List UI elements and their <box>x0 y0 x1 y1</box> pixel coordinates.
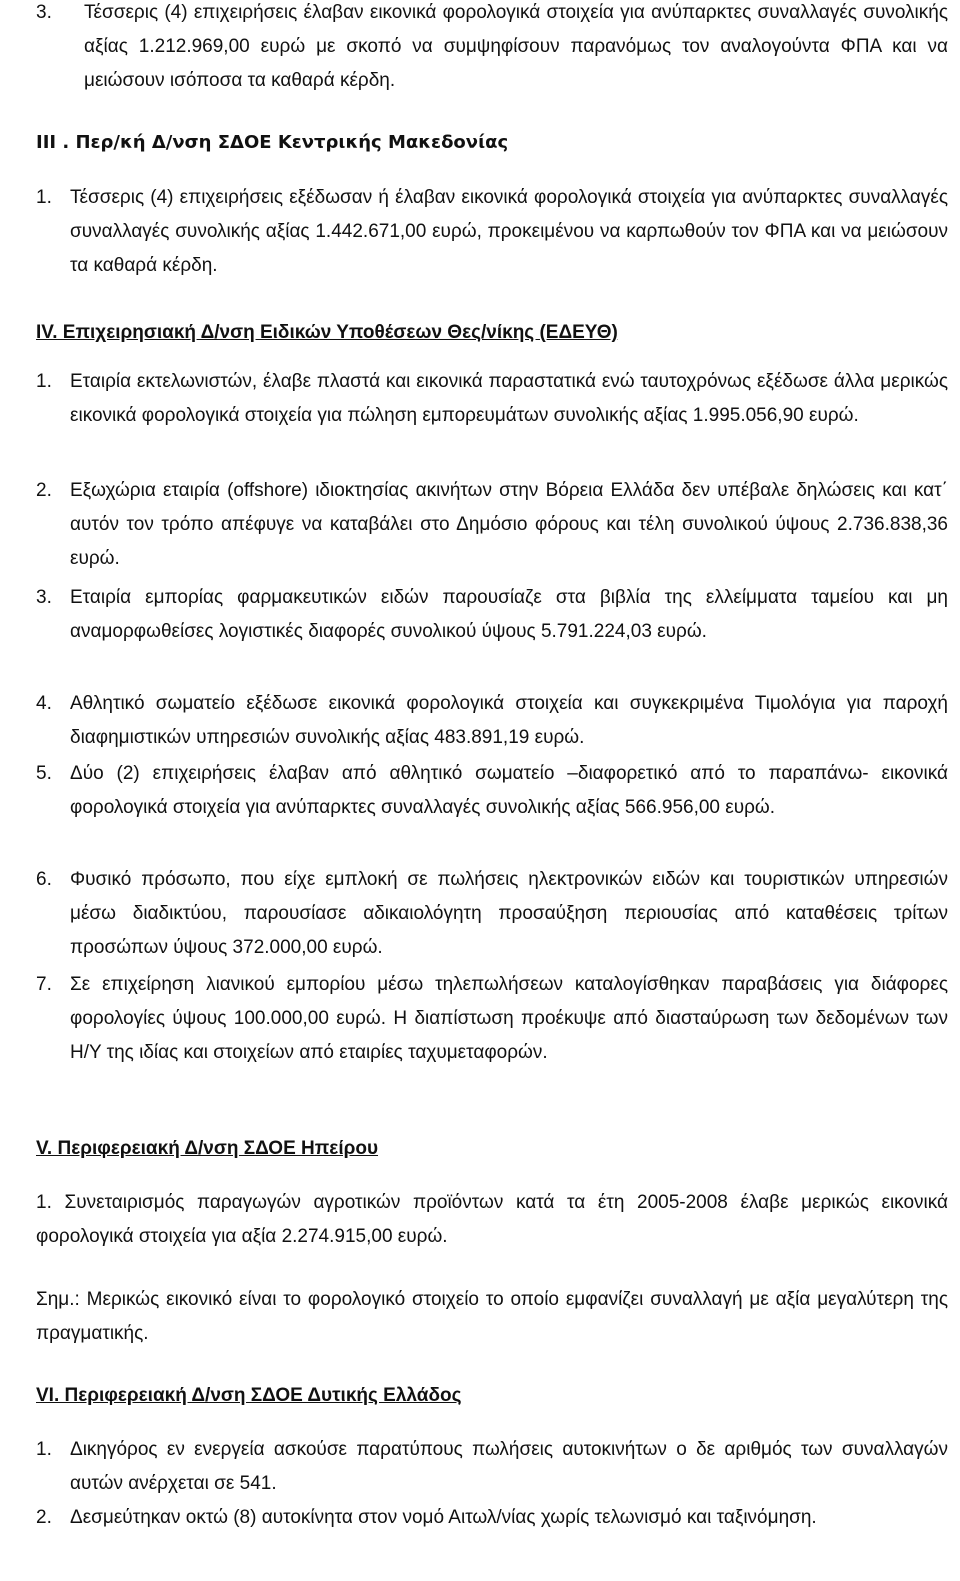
list-item <box>36 581 948 649</box>
list-item <box>36 0 948 98</box>
item-text: Τέσσερις (4) επιχειρήσεις έλαβαν εικονικά φορολογικά στοιχεία για ανύπαρκτες συναλλαγές συνολικής αξίας 1.212.969,00 ευρώ με σκοπό να συμψηφίσουν παρανόμως τον αναλογούντα ΦΠΑ και να μειώσουν ισόποσα τα καθαρά κέρδη. <box>84 2 948 91</box>
item-number: 3. <box>36 587 52 608</box>
item-number: 3. <box>36 2 52 23</box>
item-text: Τέσσερις (4) επιχειρήσεις εξέδωσαν ή έλαβαν εικονικά φορολογικά στοιχεία για ανύπαρκτες συναλλαγές συναλλαγές συνολικής αξίας 1.442.671,00 ευρώ, προκειμένου να καρπωθούν τον ΦΠΑ και να μειώσουν τα καθαρά κέρδη. <box>70 187 948 276</box>
paragraph: 1. Συνεταιρισμός παραγωγών αγροτικών προϊόντων κατά τα έτη 2005-2008 έλαβε μερικώς εικονικά φορολογικά στοιχεία για αξία 2.274.915,00 ευρώ. <box>36 1192 948 1247</box>
list-item <box>36 687 948 755</box>
item-number: 2. <box>36 480 52 501</box>
item-text: Εταιρία εκτελωνιστών, έλαβε πλαστά και εικονικά παραστατικά ενώ ταυτοχρόνως εξέδωσε άλλα μερικώς εικονικά φορολογικά στοιχεία για πώληση εμπορευμάτων συνολικής αξίας 1.995.056,90 ευρώ. <box>70 371 948 426</box>
list-item <box>36 181 948 283</box>
item-number: 6. <box>36 869 52 890</box>
item-number: 7. <box>36 974 52 995</box>
item-text: Σε επιχείρηση λιανικού εμπορίου μέσω τηλεπωλήσεων καταλογίσθηκαν παραβάσεις για διάφορες φορολογίες ύψους 100.000,00 ευρώ. Η διαπίστωση προέκυψε από διασταύρωση των δεδομένων των Η/Υ της ιδίας και στοιχείων από εταιρίες ταχυμεταφορών. <box>70 974 948 1063</box>
section-heading: V. Περιφερειακή Δ/νση ΣΔΟΕ Ηπείρου <box>36 1138 379 1159</box>
item-number: 2. <box>36 1507 52 1528</box>
section-heading: ΙΙΙ . Περ/κή Δ/νση ΣΔΟΕ Κεντρικής Μακεδονίας <box>36 132 509 153</box>
list-item <box>36 757 948 825</box>
section-heading: VI. Περιφερειακή Δ/νση ΣΔΟΕ Δυτικής Ελλάδος <box>36 1385 462 1406</box>
item-text: Φυσικό πρόσωπο, που είχε εμπλοκή σε πωλήσεις ηλεκτρονικών ειδών και τουριστικών υπηρεσιών μέσω διαδικτύου, παρουσίασε αδικαιολόγητη προσαύξηση περιουσίας από καταθέσεις τρίτων προσώπων ύψους 372.000,00 ευρώ. <box>70 869 948 958</box>
item-text: Αθλητικό σωματείο εξέδωσε εικονικά φορολογικά στοιχεία και συγκεκριμένα Τιμολόγια για παροχή διαφημιστικών υπηρεσιών συνολικής αξίας 483.891,19 ευρώ. <box>70 693 948 748</box>
item-number: 5. <box>36 763 52 784</box>
item-text: Δύο (2) επιχειρήσεις έλαβαν από αθλητικό σωματείο –διαφορετικό από το παραπάνω- εικονικά φορολογικά στοιχεία για ανύπαρκτες συναλλαγές συνολικής αξίας 566.956,00 ευρώ. <box>70 763 948 818</box>
item-number: 1. <box>36 1439 52 1460</box>
item-text: Δικηγόρος εν ενεργεία ασκούσε παρατύπους πωλήσεις αυτοκινήτων ο δε αριθμός των συναλλαγών αυτών ανέρχεται σε 541. <box>70 1439 948 1494</box>
item-number: 4. <box>36 693 52 714</box>
list-item <box>36 1433 948 1501</box>
list-item <box>36 968 948 1070</box>
item-text: Εξωχώρια εταιρία (offshore) ιδιοκτησίας ακινήτων στην Βόρεια Ελλάδα δεν υπέβαλε δηλώσεις και κατ΄ αυτόν τον τρόπο απέφυγε να καταβάλει στο Δημόσιο φόρους και τέλη συνολικού ύψους 2.736.838,36 ευρώ. <box>70 480 948 569</box>
list-item <box>36 863 948 965</box>
item-text: Εταιρία εμπορίας φαρμακευτικών ειδών παρουσίαζε στα βιβλία της ελλείμματα ταμείου και μη αναμορφωθείσες λογιστικές διαφορές συνολικού ύψους 5.791.224,03 ευρώ. <box>70 587 948 642</box>
item-text: Δεσμεύτηκαν οκτώ (8) αυτοκίνητα στον νομό Αιτωλ/νίας χωρίς τελωνισμό και ταξινόμηση. <box>70 1507 817 1528</box>
list-item <box>36 474 948 576</box>
section-heading: IV. Επιχειρησιακή Δ/νση Ειδικών Υποθέσεων Θες/νίκης (ΕΔΕΥΘ) <box>36 322 618 343</box>
note-paragraph: Σημ.: Μερικώς εικονικό είναι το φορολογικό στοιχείο το οποίο εμφανίζει συναλλαγή με αξία μεγαλύτερη της πραγματικής. <box>36 1289 948 1344</box>
item-number: 1. <box>36 187 52 208</box>
list-item <box>36 365 948 433</box>
list-item <box>36 1501 948 1535</box>
item-number: 1. <box>36 371 52 392</box>
